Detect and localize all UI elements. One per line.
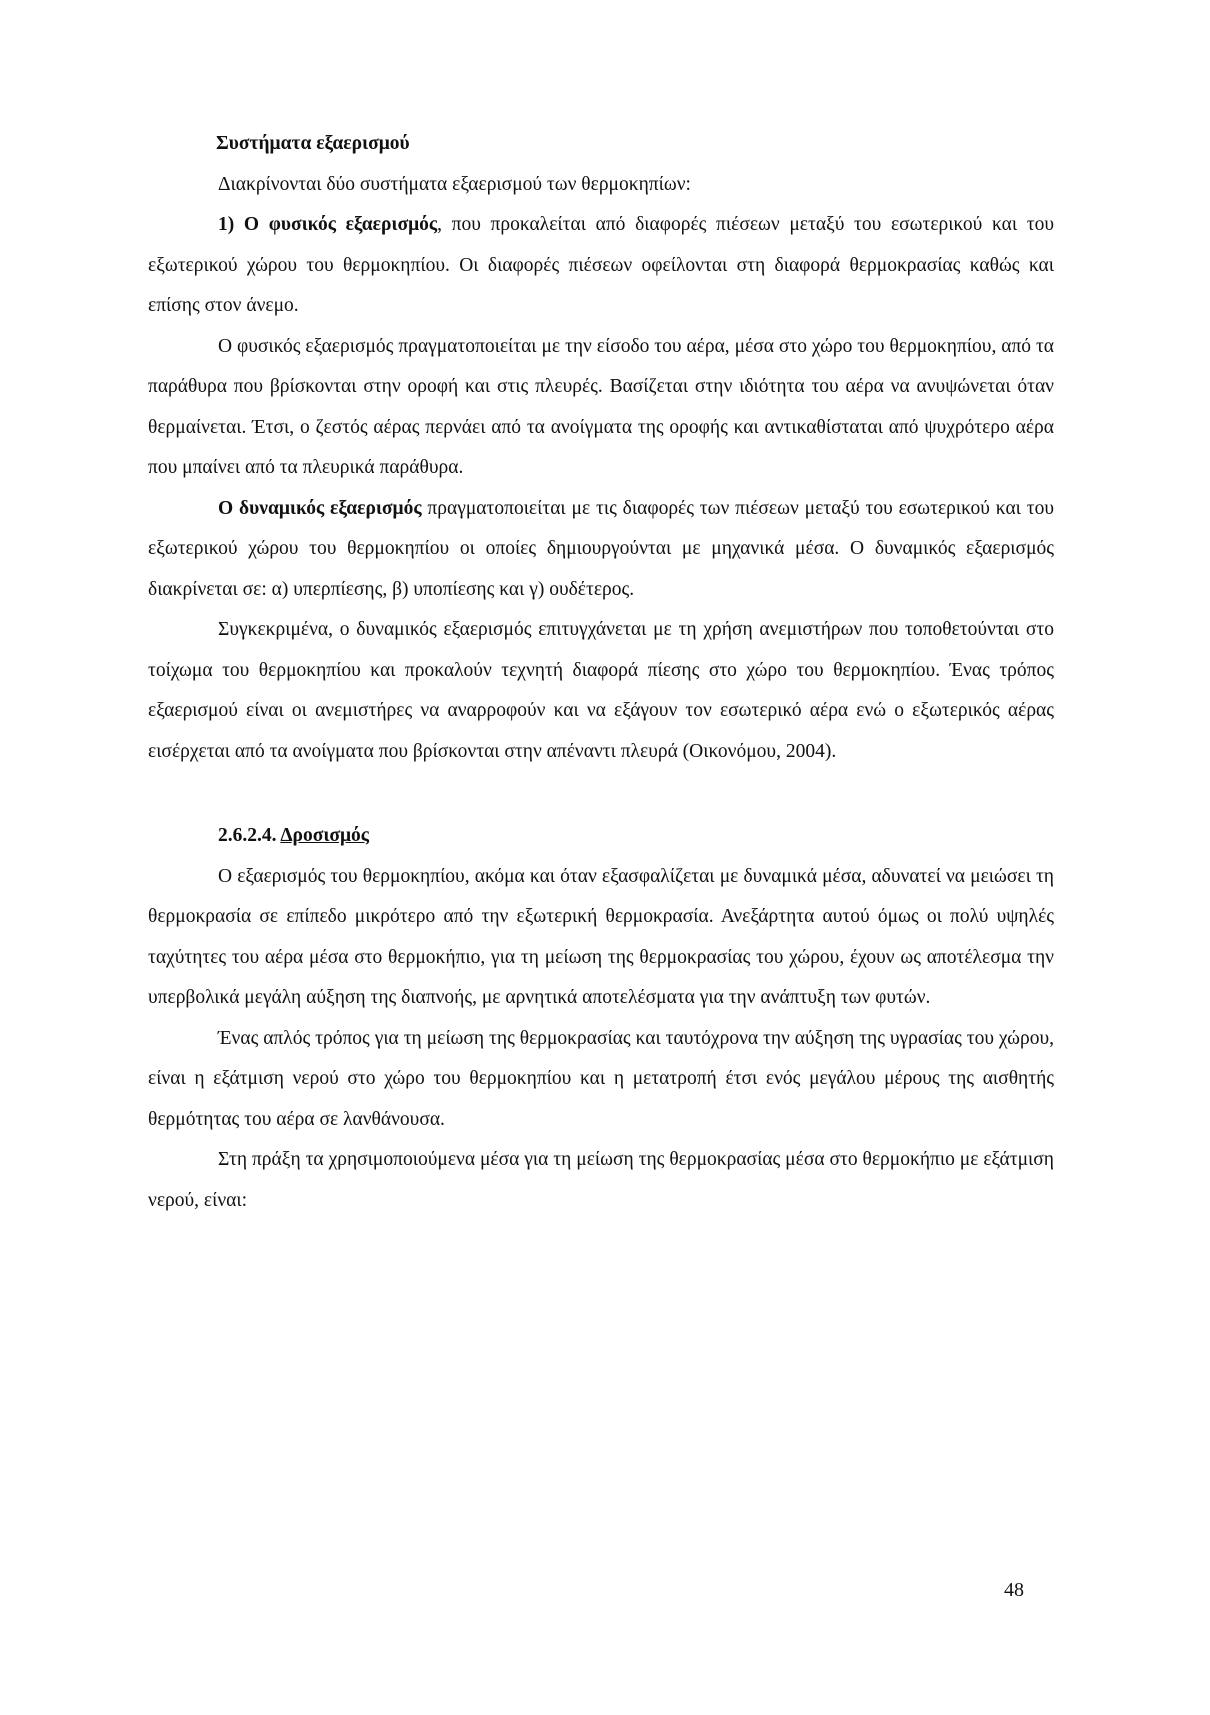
paragraph-natural-ventilation-detail: Ο φυσικός εξαερισμός πραγματοποιείται με την είσοδο του αέρα, μέσα στο χώρο του θερμοκηπίου, από τα παράθυρα που βρίσκονται στην οροφή και στις πλευρές. Βασίζεται στην ιδιότητα του αέρα να ανυψώνεται όταν θερμαίνεται. Έτσι, ο ζεστός αέρας περνάει από τα ανοίγματα της οροφής και αντικαθίσταται από ψυχρότερο αέρα που μπαίνει από τα πλευρικά παράθυρα. bbox=[148, 335, 1054, 478]
section-heading: Συστήματα εξαερισμού bbox=[216, 133, 410, 154]
page-number: 48 bbox=[1004, 1579, 1024, 1601]
paragraph-cooling-methods: Στη πράξη τα χρησιμοποιούμενα μέσα για τη μείωση της θερμοκρασίας μέσα στο θερμοκήπιο με εξάτμιση νερού, είναι: bbox=[148, 1149, 1054, 1211]
paragraph-cooling-intro: Ο εξαερισμός του θερμοκηπίου, ακόμα και όταν εξασφαλίζεται με δυναμικά μέσα, αδυνατεί να μειώσει τη θερμοκρασία σε επίπεδο μικρότερο από την εξωτερική θερμοκρασία. Ανεξάρτητα αυτού όμως οι πολύ υψηλές ταχύτητες του αέρα μέσα στο θερμοκήπιο, για τη μείωση της θερμοκρασίας του χώρου, έχουν ως αποτέλεσμα την υπερβολικά μεγάλη αύξηση της διαπνοής, με αρνητικά αποτελέσματα για την ανάπτυξη των φυτών. bbox=[148, 865, 1054, 1008]
subsection-name: Δροσισμός bbox=[280, 825, 370, 846]
natural-ventilation-term: 1) Ο φυσικός εξαερισμός bbox=[218, 214, 438, 235]
paragraph-text: , που προκαλείται από διαφορές πιέσεων μεταξύ του εσωτερικού και του εξωτερικού χώρου του θερμοκηπίου. Οι διαφορές πιέσεων οφείλονται στη διαφορά θερμοκρασίας καθώς και επίσης στον άνεμο. bbox=[148, 214, 1054, 316]
subsection-number: 2.6.2.4. bbox=[218, 825, 277, 846]
paragraph-text: πραγματοποιείται με τις διαφορές των πιέσεων μεταξύ του εσωτερικού και του εξωτερικού χώρου του θερμοκηπίου οι οποίες δημιουργούνται με μηχανικά μέσα. Ο δυναμικός εξαερισμός διακρίνεται σε: α) υπερπίεσης, β) υποπίεσης και γ) ουδέτερος. bbox=[148, 497, 1055, 600]
paragraph-dynamic-ventilation bbox=[148, 489, 1054, 611]
intro-paragraph: Διακρίνονται δύο συστήματα εξαερισμού των θερμοκηπίων: bbox=[218, 173, 691, 195]
paragraph-evaporation: Ένας απλός τρόπος για τη μείωση της θερμοκρασίας και ταυτόχρονα την αύξηση της υγρασίας του χώρου, είναι η εξάτμιση νερού στο χώρο του θερμοκηπίου και η μετατροπή έτσι ενός μεγάλου μέρους της αισθητής θερμότητας του αέρα σε λανθάνουσα. bbox=[148, 1027, 1054, 1130]
document-body bbox=[148, 124, 1054, 1221]
paragraph-natural-ventilation bbox=[148, 205, 1054, 327]
subsection-title bbox=[148, 816, 1054, 857]
paragraph-dynamic-ventilation-detail: Συγκεκριμένα, ο δυναμικός εξαερισμός επιτυγχάνεται με τη χρήση ανεμιστήρων που τοποθετούνται στο τοίχωμα του θερμοκηπίου και προκαλούν τεχνητή διαφορά πίεσης στο χώρο του θερμοκηπίου. Ένας τρόπος εξαερισμού είναι οι ανεμιστήρες να αναρροφούν και να εξάγουν τον εσωτερικό αέρα ενώ ο εξωτερικός αέρας εισέρχεται από τα ανοίγματα που βρίσκονται στην απέναντι πλευρά (Οικονόμου, 2004). bbox=[148, 619, 1054, 762]
dynamic-ventilation-term: Ο δυναμικός εξαερισμός bbox=[218, 497, 422, 519]
